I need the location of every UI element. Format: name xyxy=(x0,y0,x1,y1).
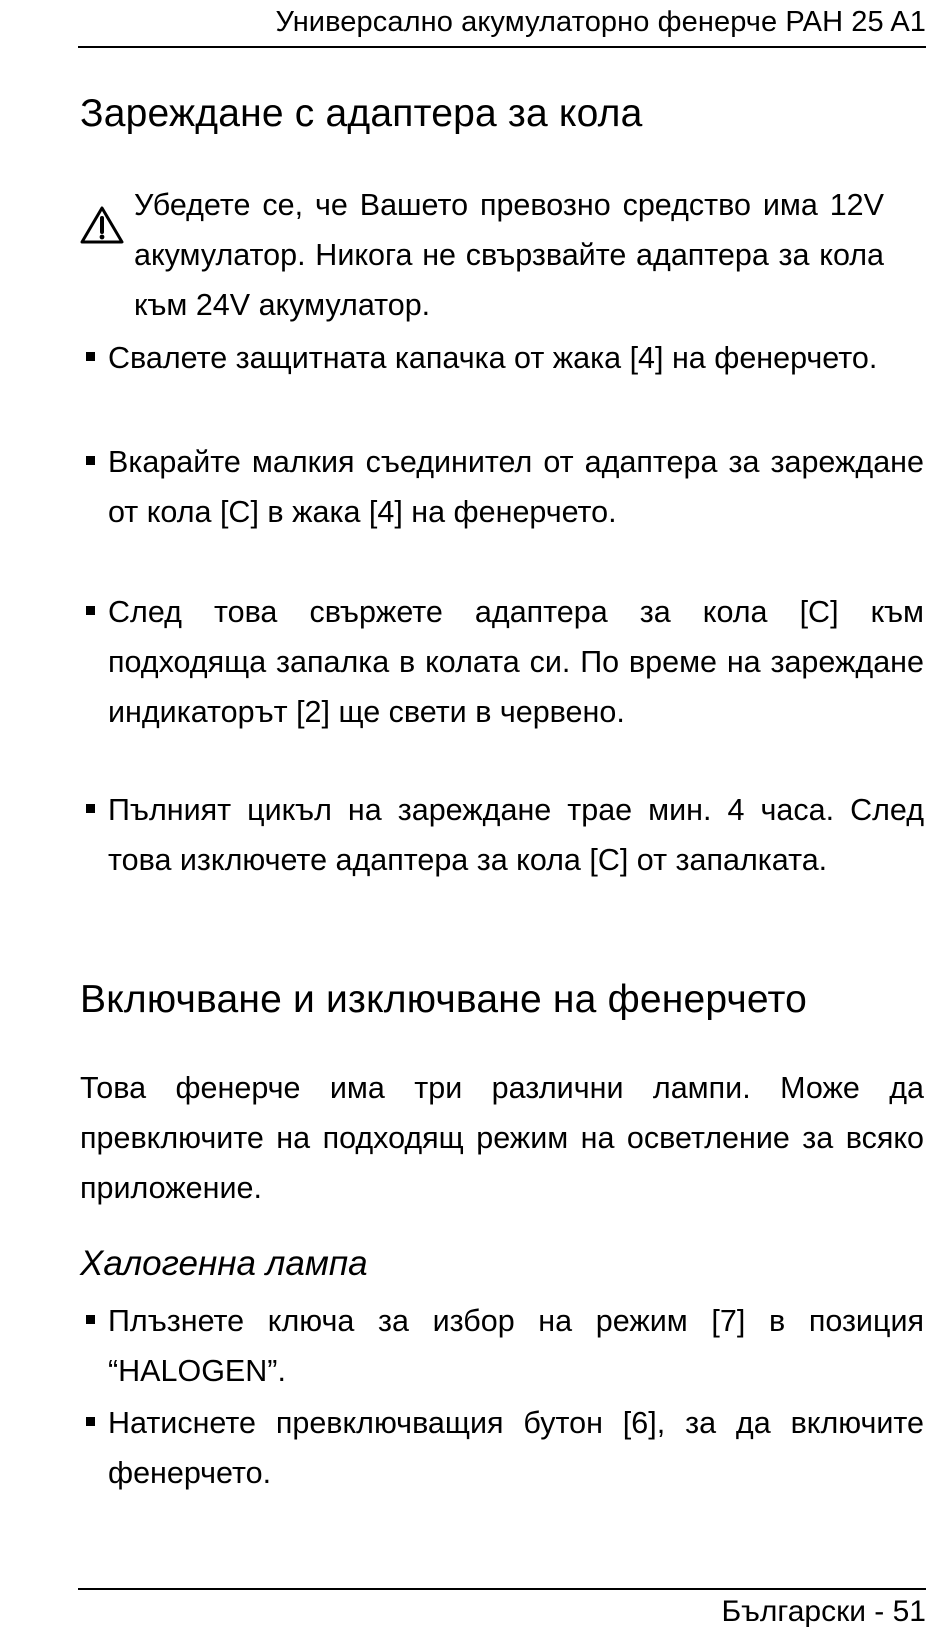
bullet-icon xyxy=(86,606,95,615)
bullet-icon xyxy=(86,1417,95,1426)
page-number: Български - 51 xyxy=(721,1595,926,1628)
bullet-icon xyxy=(86,352,95,361)
intro-paragraph: Това фенерче има три различни лампи. Може да превключите на подходящ режим на осветление за всяко приложение. xyxy=(80,1071,924,1205)
running-header xyxy=(78,2,926,48)
list-item-text: Натиснете превключващия бутон [6], за да включите фенерчето. xyxy=(108,1406,924,1490)
footer-divider xyxy=(78,1588,926,1590)
list-item-text: Пълният цикъл на зареждане трае мин. 4 часа. След това изключете адаптера за кола [C] от запалката. xyxy=(108,793,924,877)
list-item-text: Вкарайте малкия съединител от адаптера за зареждане от кола [C] в жака [4] на фенерчето. xyxy=(108,445,924,529)
bullet-icon xyxy=(86,456,95,465)
warning-triangle-icon xyxy=(80,205,124,245)
document-title: Универсално акумулаторно фенерче PAH 25 A1 xyxy=(275,6,926,38)
bullet-icon xyxy=(86,804,95,813)
section-heading-car-adapter: Зареждане с адаптера за кола xyxy=(80,92,643,135)
list-item-text: След това свържете адаптера за кола [C] към подходяща запалка в колата си. По време на зареждане индикаторът [2] ще свети в червено. xyxy=(108,595,924,729)
bullet-icon xyxy=(86,1315,95,1324)
list-item-text: Плъзнете ключа за избор на режим [7] в позиция “HALOGEN”. xyxy=(108,1304,924,1388)
section-heading-switching: Включване и изключване на фенерчето xyxy=(80,978,808,1021)
warning-text: Убедете се, че Вашето превозно средство има 12V акумулатор. Никога не свързвайте адаптера за кола към 24V акумулатор. xyxy=(134,188,884,322)
subsection-heading-halogen: Халогенна лампа xyxy=(80,1244,368,1283)
list-item-text: Свалете защитната капачка от жака [4] на фенерчето. xyxy=(108,341,878,375)
